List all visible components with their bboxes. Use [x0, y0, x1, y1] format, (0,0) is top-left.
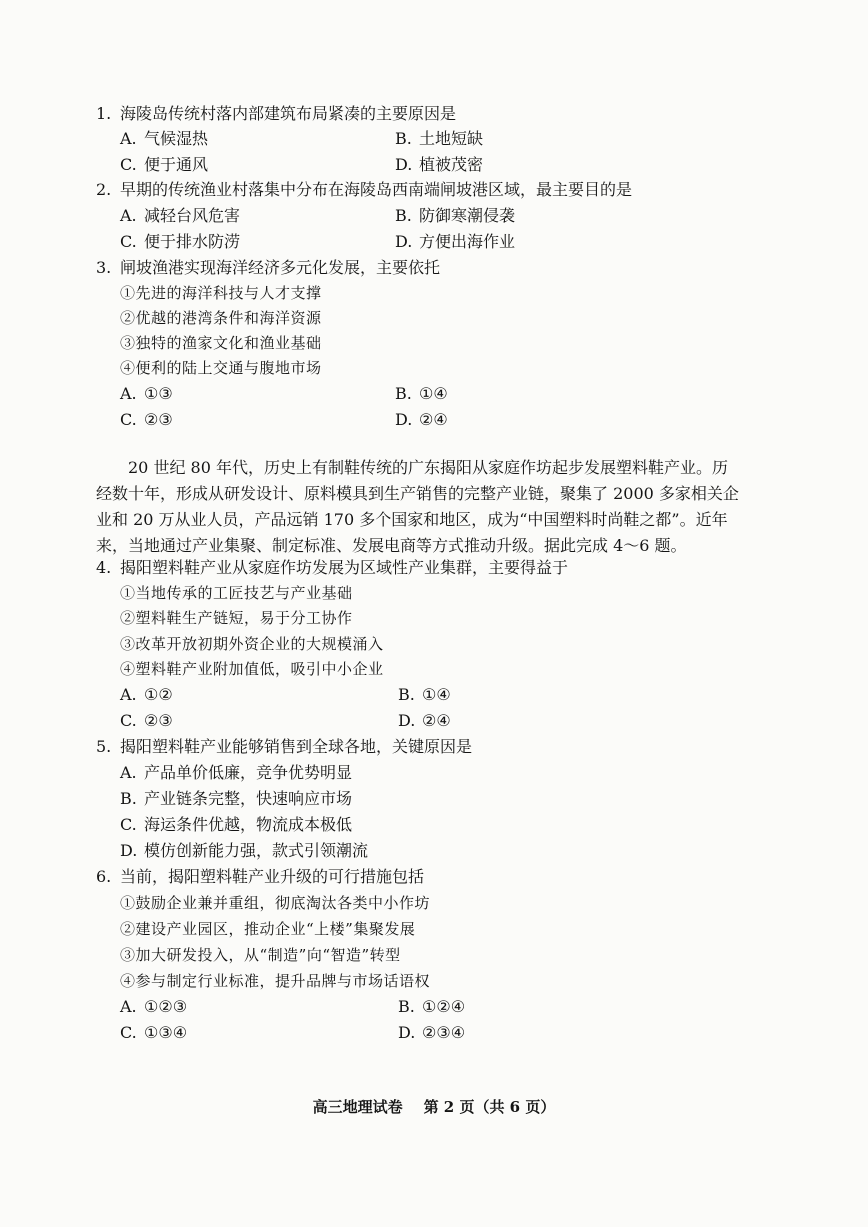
question-text: 揭阳塑料鞋产业能够销售到全球各地，关键原因是 — [120, 737, 473, 756]
question-text: 揭阳塑料鞋产业从家庭作坊发展为区域性产业集群，主要得益于 — [120, 558, 569, 577]
q3-option-a: A. ①③ — [120, 384, 173, 403]
q6-statement-1: ①鼓励企业兼并重组，彻底淘汰各类中小作坊 — [120, 894, 431, 912]
question-number: 5. — [96, 737, 112, 756]
q3-option-c: C. ②③ — [120, 410, 173, 429]
q1-option-c: C. 便于通风 — [120, 155, 209, 174]
question-number: 3. — [96, 258, 112, 277]
page-footer — [0, 1096, 868, 1117]
q3-statement-3: ③独特的渔家文化和渔业基础 — [120, 334, 322, 352]
q2-option-b: B. 防御寒潮侵袭 — [395, 206, 516, 225]
question-text: 早期的传统渔业村落集中分布在海陵岛西南端闸坡港区域，最主要目的是 — [120, 180, 633, 199]
q5-option-a: A. 产品单价低廉，竞争优势明显 — [120, 763, 353, 782]
question-text: 当前，揭阳塑料鞋产业升级的可行措施包括 — [120, 867, 425, 886]
question-5-stem — [96, 737, 472, 757]
q6-statement-4: ④参与制定行业标准，提升品牌与市场话语权 — [120, 972, 431, 990]
question-number: 1. — [96, 104, 112, 123]
q4-option-d: D. ②④ — [398, 711, 451, 730]
question-1-stem — [96, 104, 456, 124]
q6-statement-3: ③加大研发投入，从“制造”向“智造”转型 — [120, 946, 401, 964]
q5-option-b: B. 产业链条完整，快速响应市场 — [120, 789, 353, 808]
question-number: 2. — [96, 180, 112, 199]
question-number: 6. — [96, 867, 112, 886]
passage-line: 来，当地通过产业集聚、制定标准、发展电商等方式推动升级。据此完成 4～6 题。 — [96, 536, 687, 555]
footer-subject: 高三地理试卷 — [312, 1098, 403, 1116]
q3-statement-1: ①先进的海洋科技与人才支撑 — [120, 284, 322, 302]
question-text: 闸坡渔港实现海洋经济多元化发展，主要依托 — [120, 258, 441, 277]
question-number: 4. — [96, 558, 112, 577]
q2-option-a: A. 减轻台风危害 — [120, 206, 241, 225]
passage-line: 20 世纪 80 年代，历史上有制鞋传统的广东揭阳从家庭作坊起步发展塑料鞋产业。历 — [128, 458, 728, 477]
q3-statement-2: ②优越的港湾条件和海洋资源 — [120, 309, 322, 327]
q4-option-b: B. ①④ — [398, 685, 451, 704]
q4-statement-4: ④塑料鞋产业附加值低，吸引中小企业 — [120, 660, 384, 678]
q5-option-d: D. 模仿创新能力强，款式引领潮流 — [120, 841, 369, 860]
passage-line: 业和 20 万从业人员，产品远销 170 多个国家和地区，成为“中国塑料时尚鞋之都”。近年 — [96, 510, 728, 529]
q1-option-d: D. 植被茂密 — [395, 155, 484, 174]
q3-statement-4: ④便利的陆上交通与腹地市场 — [120, 359, 322, 377]
q4-option-c: C. ②③ — [120, 711, 173, 730]
question-text: 海陵岛传统村落内部建筑布局紧凑的主要原因是 — [120, 104, 457, 123]
passage-line: 经数十年，形成从研发设计、原料模具到生产销售的完整产业链，聚集了 2000 多家相关企 — [96, 484, 739, 503]
q6-option-a: A. ①②③ — [120, 997, 188, 1016]
q4-statement-2: ②塑料鞋生产链短，易于分工协作 — [120, 609, 353, 627]
q6-statement-2: ②建设产业园区，推动企业“上楼”集聚发展 — [120, 920, 416, 938]
q2-option-d: D. 方便出海作业 — [395, 232, 516, 251]
question-6-stem — [96, 867, 424, 887]
q6-option-c: C. ①③④ — [120, 1023, 188, 1042]
footer-page-number: 第 2 页（共 6 页） — [423, 1098, 556, 1116]
q1-option-a: A. 气候湿热 — [120, 129, 209, 148]
question-2-stem — [96, 180, 632, 200]
question-3-stem — [96, 258, 440, 278]
q4-statement-3: ③改革开放初期外资企业的大规模涌入 — [120, 635, 384, 653]
q2-option-c: C. 便于排水防涝 — [120, 232, 241, 251]
q6-option-d: D. ②③④ — [398, 1023, 466, 1042]
question-4-stem — [96, 558, 568, 578]
q3-option-d: D. ②④ — [395, 410, 448, 429]
q3-option-b: B. ①④ — [395, 384, 448, 403]
q5-option-c: C. 海运条件优越，物流成本极低 — [120, 815, 353, 834]
q4-option-a: A. ①② — [120, 685, 173, 704]
reading-passage — [96, 455, 756, 559]
q4-statement-1: ①当地传承的工匠技艺与产业基础 — [120, 584, 353, 602]
q1-option-b: B. 土地短缺 — [395, 129, 484, 148]
q6-option-b: B. ①②④ — [398, 997, 466, 1016]
